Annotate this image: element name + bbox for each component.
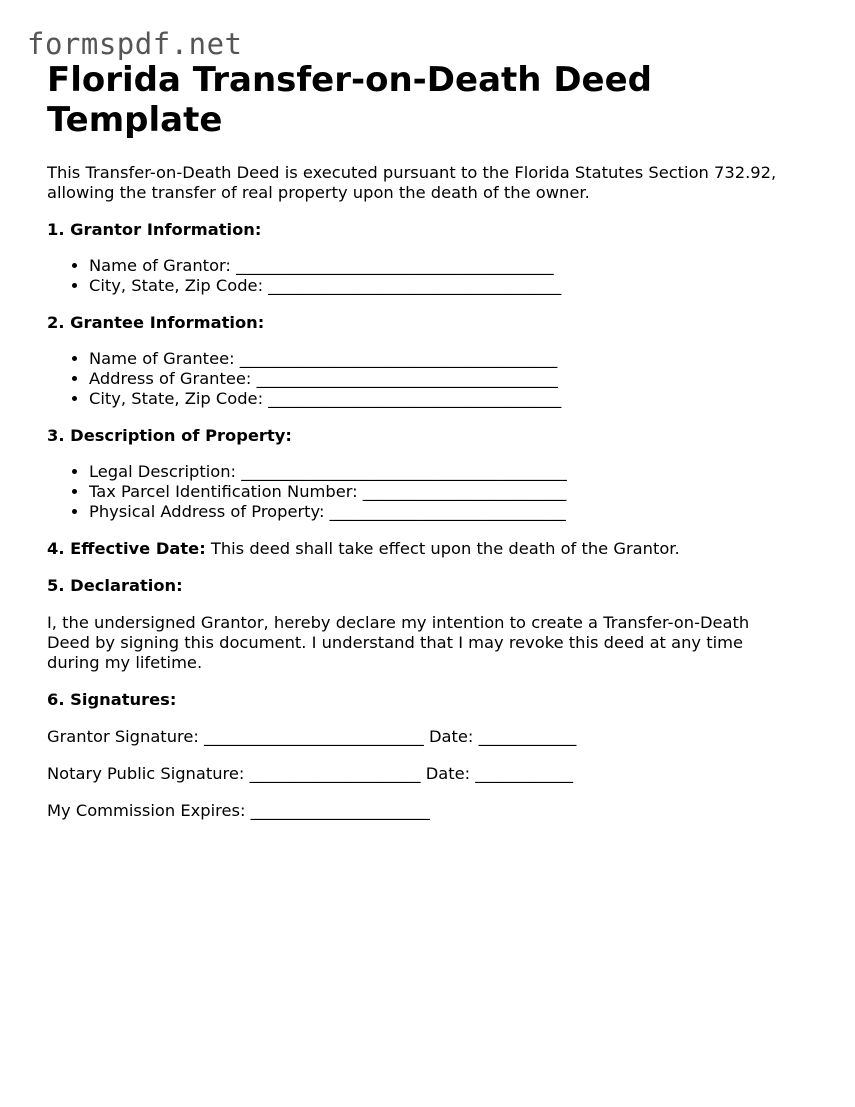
declaration-heading: 5. Declaration: — [47, 576, 183, 595]
legal-description-field: • Legal Description: ________________________________________ — [89, 462, 827, 482]
title-line-1: Florida Transfer-on-Death Deed — [47, 60, 652, 100]
document-body — [47, 60, 827, 821]
tax-parcel-id-field: • Tax Parcel Identification Number: _________________________ — [89, 482, 827, 502]
intro-line-2: allowing the transfer of real property upon the death of the owner. — [47, 183, 590, 202]
title-line-2: Template — [47, 100, 223, 140]
grantor-city-state-zip-field: • City, State, Zip Code: ____________________________________ — [89, 276, 827, 296]
grantee-city-state-zip-field: • City, State, Zip Code: ____________________________________ — [89, 389, 827, 409]
property-field-list — [47, 462, 827, 522]
effective-date-text: This deed shall take effect upon the death of the Grantor. — [205, 539, 680, 558]
effective-date-heading: 4. Effective Date: — [47, 539, 206, 558]
grantor-name-field: • Name of Grantor: _______________________________________ — [89, 256, 827, 276]
grantee-field-list — [47, 349, 827, 409]
grantor-signature-line: Grantor Signature: ___________________________ Date: ____________ — [47, 727, 577, 746]
intro-paragraph — [47, 163, 827, 203]
grantee-name-field: • Name of Grantee: _______________________________________ — [89, 349, 827, 369]
page-title — [47, 60, 827, 140]
grantee-address-field: • Address of Grantee: _____________________________________ — [89, 369, 827, 389]
property-section-heading: 3. Description of Property: — [47, 426, 292, 445]
notary-signature-line: Notary Public Signature: _____________________ Date: ____________ — [47, 764, 573, 783]
physical-address-field: • Physical Address of Property: _____________________________ — [89, 502, 827, 522]
grantee-section-heading: 2. Grantee Information: — [47, 313, 265, 332]
intro-line-1: This Transfer-on-Death Deed is executed pursuant to the Florida Statutes Section 732.92, — [47, 163, 777, 182]
effective-date-paragraph — [47, 539, 827, 559]
declaration-line-2: Deed by signing this document. I understand that I may revoke this deed at any time — [47, 633, 743, 652]
declaration-paragraph — [47, 613, 827, 673]
watermark: formspdf.net — [27, 27, 243, 61]
commission-expires-line: My Commission Expires: ______________________ — [47, 801, 430, 820]
declaration-line-1: I, the undersigned Grantor, hereby declare my intention to create a Transfer-on-Death — [47, 613, 750, 632]
signatures-heading: 6. Signatures: — [47, 690, 177, 709]
grantor-section-heading: 1. Grantor Information: — [47, 220, 262, 239]
declaration-line-3: during my lifetime. — [47, 653, 203, 672]
grantor-field-list — [47, 256, 827, 296]
